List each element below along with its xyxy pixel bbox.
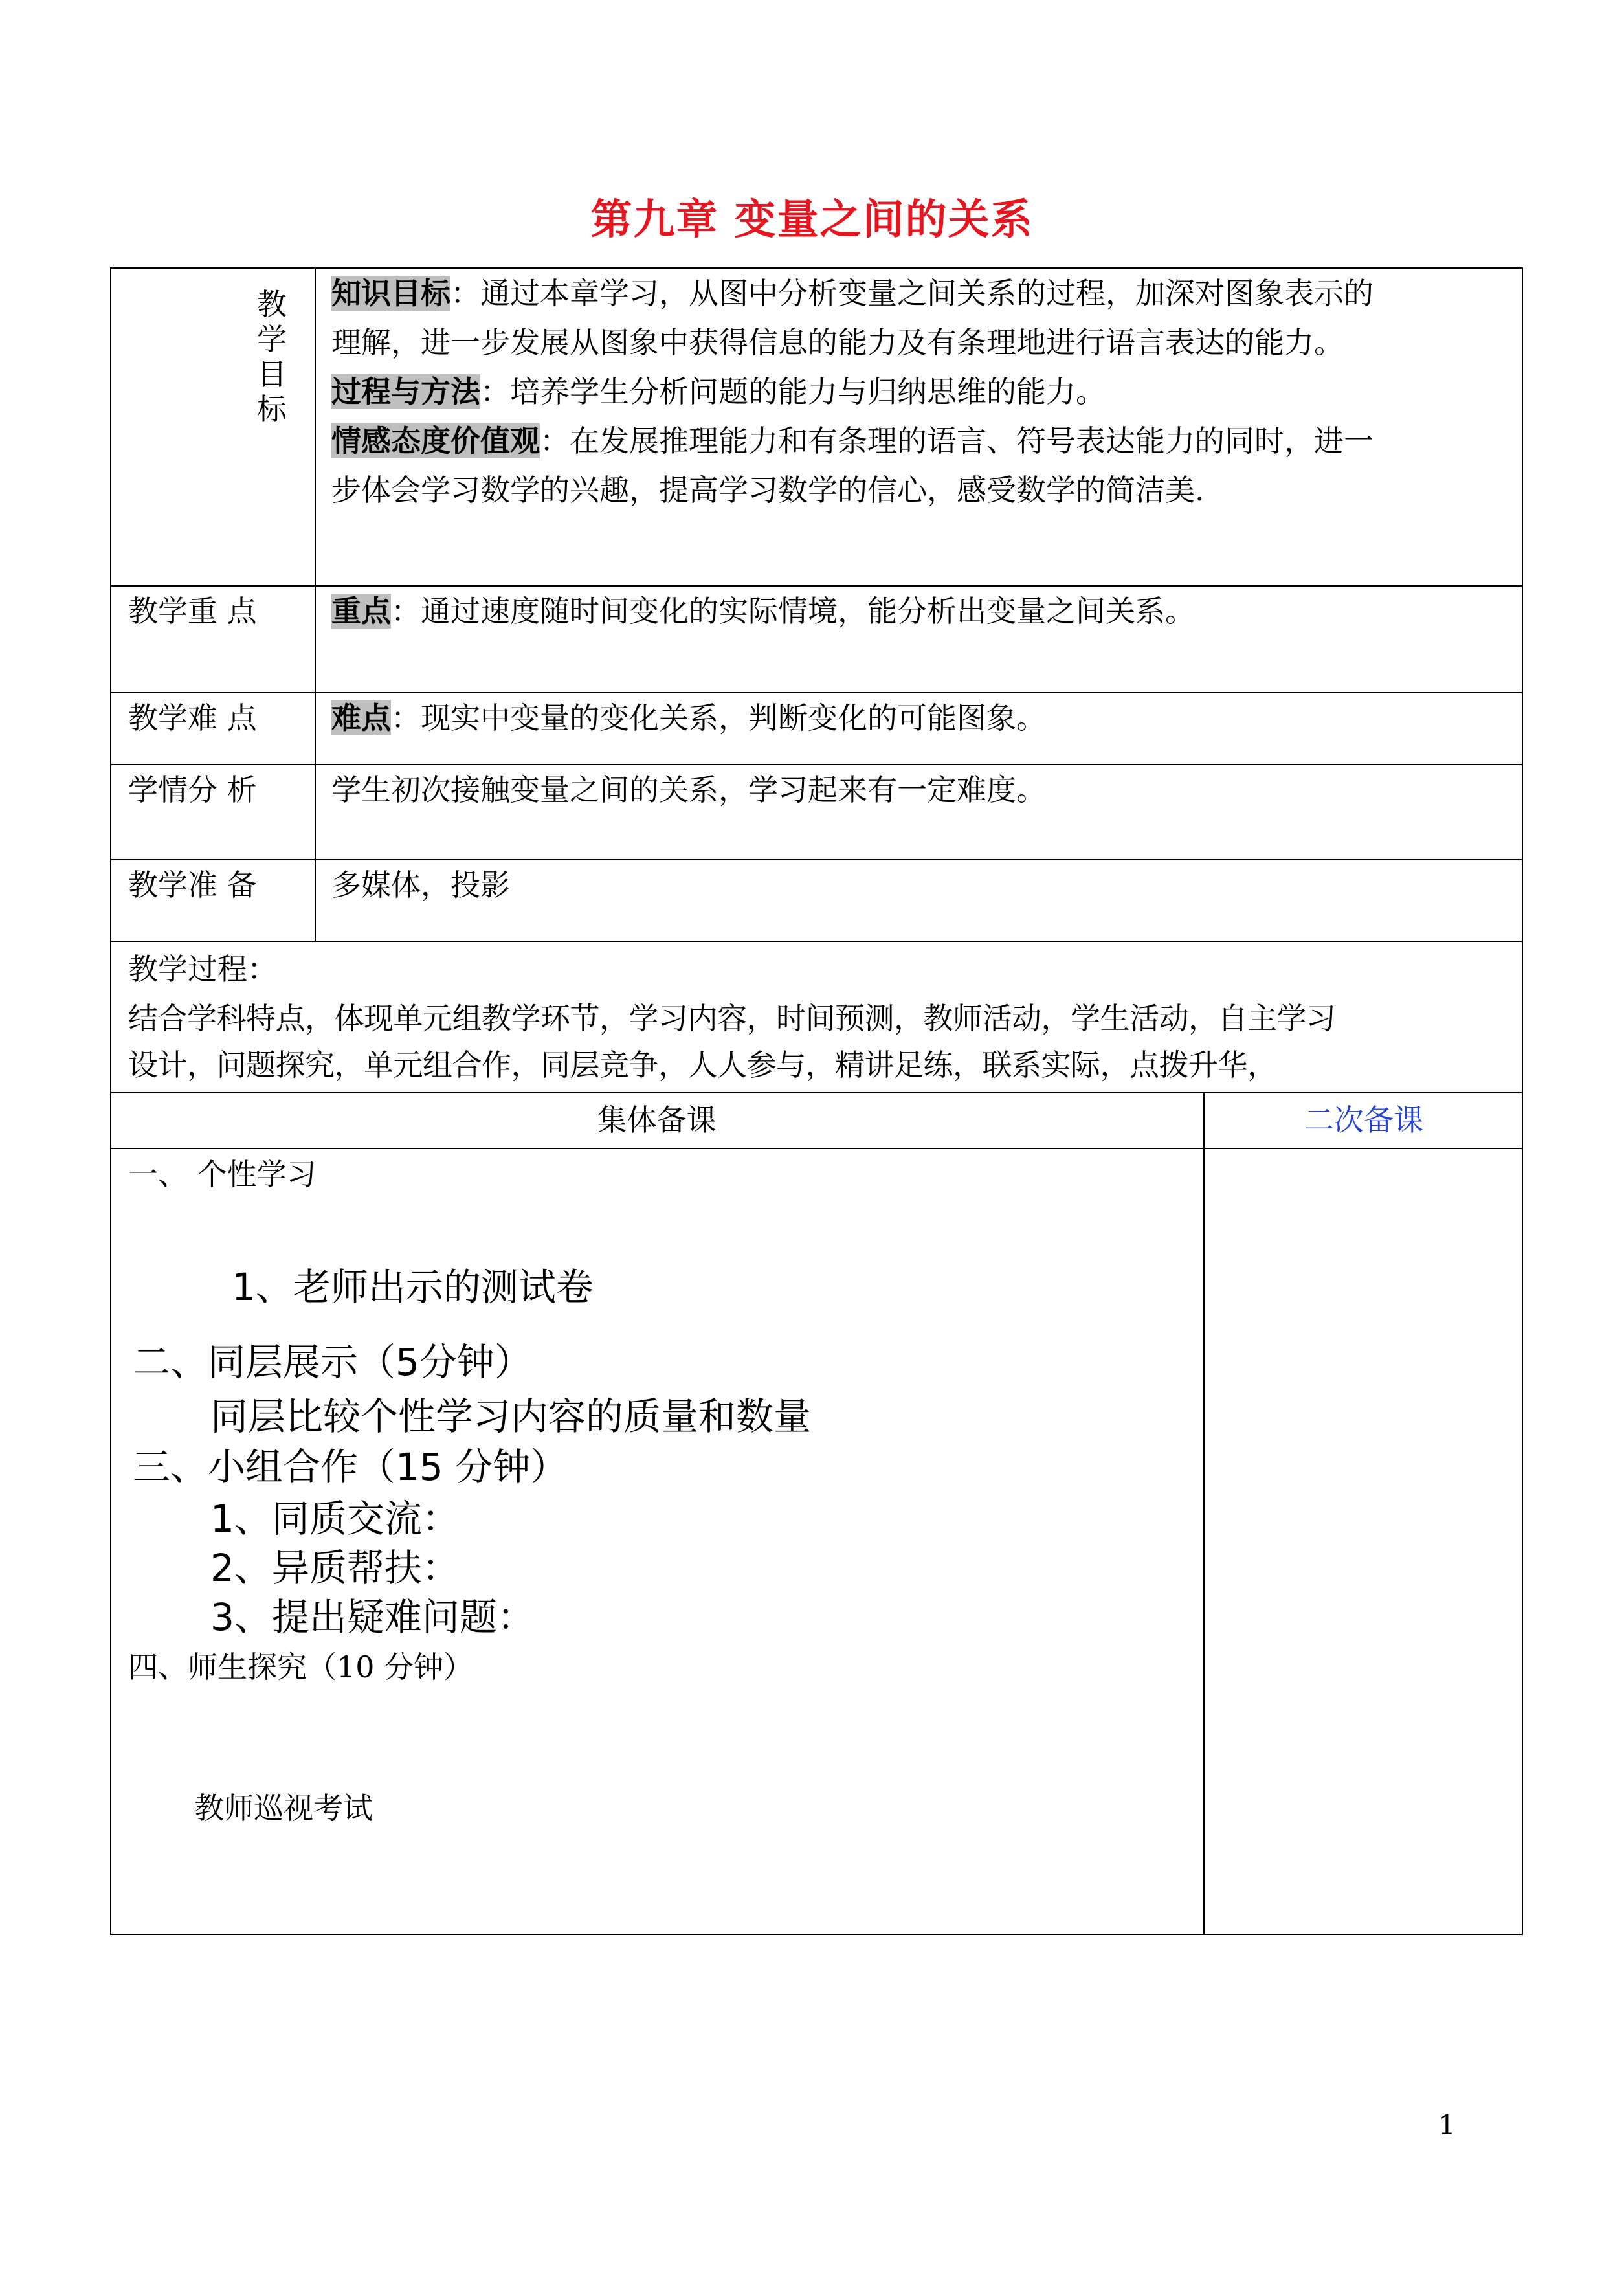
section-same-level-display: 二、同层展示（5分钟）: [133, 1340, 532, 1384]
key-point-label: 教学重 点: [128, 594, 257, 629]
collective-prep-header: 集体备课: [597, 1102, 717, 1137]
section-1-item: 1、老师出示的测试卷: [232, 1265, 594, 1309]
process-objective: 过程与方法：培养学生分析问题的能力与归纳思维的能力。: [331, 374, 1106, 409]
preparation-label: 教学准 备: [128, 867, 257, 902]
process-line-1: 结合学科特点，体现单元组教学环节，学习内容，时间预测，教师活动，学生活动，自主学习: [128, 1001, 1336, 1036]
difficulty-text: 难点：现实中变量的变化关系，判断变化的可能图象。: [331, 700, 1046, 735]
process-line-2: 设计，问题探究，单元组合作，同层竞争，人人参与，精讲足练，联系实际，点拨升华，: [128, 1047, 1277, 1082]
emotion-objective: 情感态度价值观：在发展推理能力和有条理的语言、符号表达能力的同时，进一: [331, 423, 1374, 458]
knowledge-objective: 知识目标：通过本章学习，从图中分析变量之间关系的过程，加深对图象表示的: [331, 276, 1374, 311]
section-teacher-student-inquiry: 四、师生探究（10 分钟）: [128, 1650, 474, 1684]
analysis-text: 学生初次接触变量之间的关系，学习起来有一定难度。: [331, 772, 1046, 807]
section-3-item-2: 2、异质帮扶：: [210, 1546, 460, 1590]
secondary-prep-header: 二次备课: [1304, 1102, 1423, 1137]
section-3-item-3: 3、提出疑难问题：: [210, 1595, 535, 1639]
knowledge-objective-label: 知识目标: [331, 276, 450, 311]
process-heading: 教学过程：: [128, 952, 277, 987]
analysis-label: 学情分 析: [128, 772, 257, 807]
section-4-item: 教师巡视考试: [194, 1791, 373, 1826]
section-group-cooperation: 三、小组合作（15 分钟）: [133, 1445, 568, 1489]
section-individual-study: 一、 个性学习: [128, 1157, 317, 1192]
page-title: 第九章 变量之间的关系: [590, 196, 1034, 244]
difficulty-label: 教学难 点: [128, 700, 257, 735]
section-2-item: 同层比较个性学习内容的质量和数量: [210, 1394, 812, 1438]
key-point-text: 重点：通过速度随时间变化的实际情境，能分析出变量之间关系。: [331, 594, 1195, 629]
page-number: 1: [1438, 2109, 1456, 2141]
section-3-item-1: 1、同质交流：: [210, 1497, 460, 1541]
preparation-text: 多媒体，投影: [331, 867, 510, 902]
